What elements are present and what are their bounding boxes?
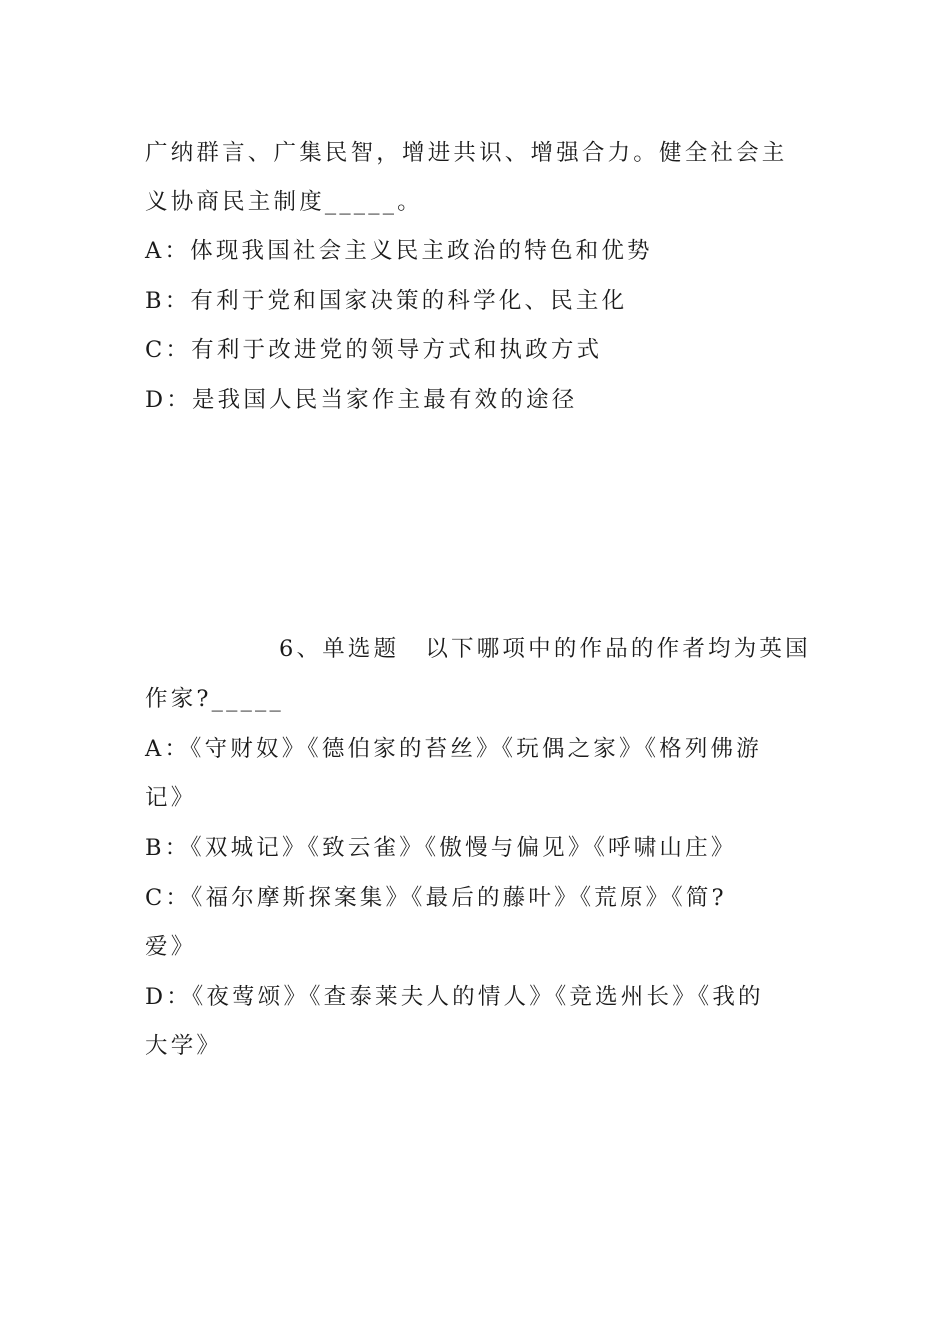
q6-stem-line-2: 作家?_____ bbox=[145, 686, 284, 712]
q6-stem-line-1: 以下哪项中的作品的作者均为英国 bbox=[425, 636, 811, 662]
q5-stem-line-2: 义协商民主制度_____。 bbox=[145, 189, 423, 215]
q6-option-d-line-2: 大学》 bbox=[145, 1033, 223, 1059]
q6-option-c-line-1: C：《福尔摩斯探案集》《最后的藤叶》《荒原》《简? bbox=[145, 885, 727, 911]
q6-option-b: B：《双城记》《致云雀》《傲慢与偏见》《呼啸山庄》 bbox=[145, 835, 737, 861]
q5-stem-line-1: 广纳群言、广集民智，增进共识、增强合力。健全社会主 bbox=[145, 140, 788, 166]
q5-option-b: B：有利于党和国家决策的科学化、民主化 bbox=[145, 288, 628, 314]
q6-number: 6、单选题 bbox=[279, 636, 400, 662]
q5-option-a: A：体现我国社会主义民主政治的特色和优势 bbox=[145, 238, 653, 264]
q5-option-d: D：是我国人民当家作主最有效的途径 bbox=[145, 387, 578, 413]
q5-option-c: C：有利于改进党的领导方式和执政方式 bbox=[145, 337, 603, 363]
q6-option-a-line-1: A：《守财奴》《德伯家的苔丝》《玩偶之家》《格列佛游 bbox=[145, 736, 762, 762]
q6-option-a-line-2: 记》 bbox=[145, 785, 197, 811]
q6-heading bbox=[279, 634, 811, 664]
q6-option-c-line-2: 爱》 bbox=[145, 934, 197, 960]
q6-option-d-line-1: D：《夜莺颂》《查泰莱夫人的情人》《竞选州长》《我的 bbox=[145, 984, 764, 1010]
